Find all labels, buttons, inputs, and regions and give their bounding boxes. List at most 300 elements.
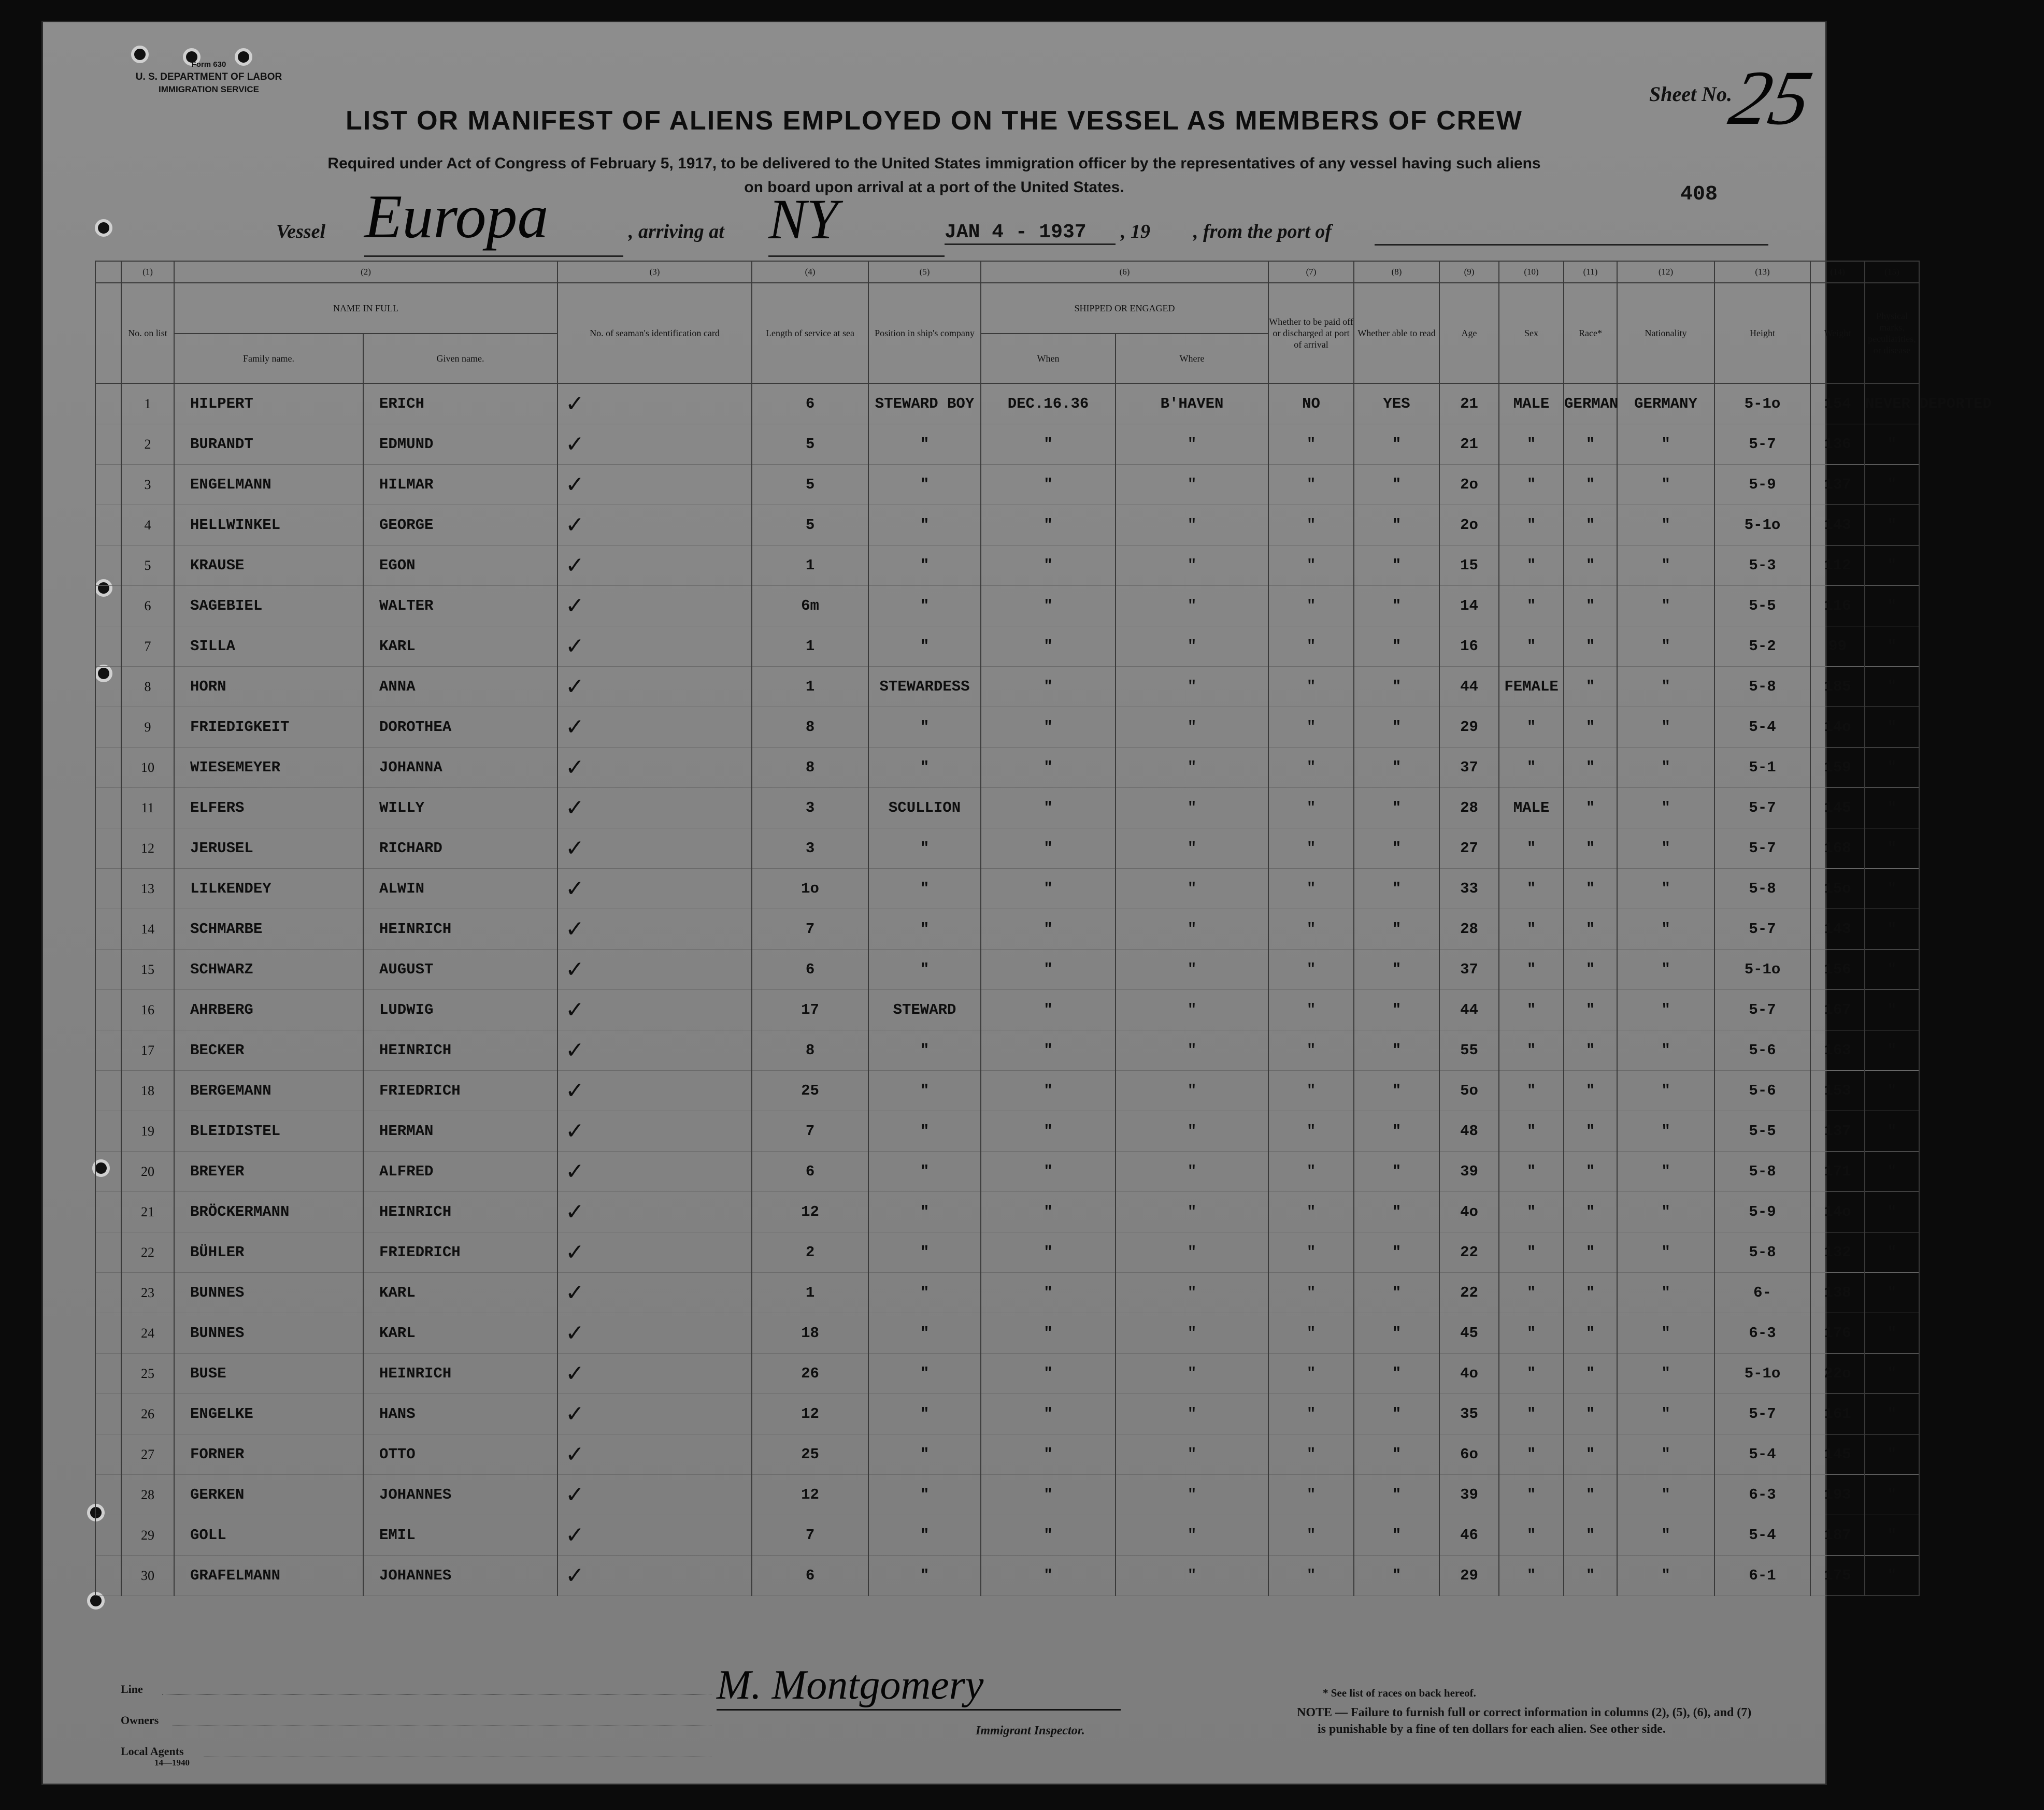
subtitle-line-1: Required under Act of Congress of February 5, 1917, to be delivered to the United States immigration officer by the representatives of any vessel having such aliens — [327, 155, 1541, 172]
physical-marks-cell: " — [1865, 788, 1919, 828]
race-cell: " — [1564, 748, 1617, 788]
table-row — [95, 1475, 2043, 1515]
weight-cell: 168 — [1810, 828, 1865, 869]
col-num-12: (12) — [1617, 261, 1714, 283]
age-cell: 37 — [1439, 748, 1499, 788]
able-to-read-cell: " — [1354, 1556, 1439, 1596]
race-cell: " — [1564, 950, 1617, 990]
family-name-cell: LILKENDEY — [174, 869, 363, 909]
length-of-service-cell: 6 — [752, 1556, 868, 1596]
id-card-check-cell: ✓ — [558, 1192, 752, 1232]
margin-cell — [95, 1273, 121, 1313]
shipped-where-cell: " — [1116, 788, 1268, 828]
able-to-read-cell: " — [1354, 869, 1439, 909]
from-port-label: , from the port of — [1193, 221, 1332, 242]
shipped-when-cell: " — [981, 1030, 1116, 1071]
document-title: LIST OR MANIFEST OF ALIENS EMPLOYED ON THE VESSEL AS MEMBERS OF CREW — [346, 106, 1523, 136]
position-cell: " — [868, 626, 981, 667]
nationality-cell: " — [1617, 788, 1714, 828]
able-to-read-cell: " — [1354, 545, 1439, 586]
race-cell: " — [1564, 1232, 1617, 1273]
race-cell: " — [1564, 505, 1617, 545]
table-row — [95, 1232, 2043, 1273]
nationality-cell: " — [1617, 667, 1714, 707]
height-cell: 5-7 — [1714, 909, 1810, 950]
given-name-cell: FRIEDRICH — [363, 1071, 558, 1111]
length-of-service-cell: 6 — [752, 383, 868, 424]
shipped-where-cell: " — [1116, 465, 1268, 505]
row-number-cell: 21 — [121, 1192, 174, 1232]
height-cell: 5-6 — [1714, 1030, 1810, 1071]
sex-cell: " — [1499, 748, 1564, 788]
height-cell: 6- — [1714, 1273, 1810, 1313]
age-cell: 4o — [1439, 1354, 1499, 1394]
shipped-when-cell: DEC.16.36 — [981, 383, 1116, 424]
paid-off-cell: " — [1268, 667, 1354, 707]
position-cell: " — [868, 828, 981, 869]
id-card-check-cell: ✓ — [558, 950, 752, 990]
nationality-cell: " — [1617, 950, 1714, 990]
col-num-8: (8) — [1354, 261, 1439, 283]
physical-marks-cell: " — [1865, 1232, 1919, 1273]
table-row — [95, 869, 2043, 909]
height-cell: 5-4 — [1714, 1515, 1810, 1556]
shipped-when-cell: " — [981, 1394, 1116, 1434]
nationality-cell: " — [1617, 1071, 1714, 1111]
shipped-when-cell: " — [981, 424, 1116, 465]
given-name-cell: HEINRICH — [363, 1192, 558, 1232]
margin-cell — [95, 1232, 121, 1273]
table-row — [95, 748, 2043, 788]
race-cell: " — [1564, 1071, 1617, 1111]
race-cell: " — [1564, 1030, 1617, 1071]
age-cell: 48 — [1439, 1111, 1499, 1152]
table-row — [95, 505, 2043, 545]
paid-off-cell: " — [1268, 990, 1354, 1030]
nationality-cell: GERMANY — [1617, 383, 1714, 424]
header-length-of-service: Length of service at sea — [752, 283, 868, 383]
height-cell: 5-1o — [1714, 383, 1810, 424]
physical-marks-cell: " — [1865, 545, 1919, 586]
table-row — [95, 1111, 2043, 1152]
table-row — [95, 1394, 2043, 1434]
family-name-cell: BLEIDISTEL — [174, 1111, 363, 1152]
physical-marks-cell: " — [1865, 828, 1919, 869]
race-cell: " — [1564, 1313, 1617, 1354]
position-cell: STEWARD — [868, 990, 981, 1030]
table-row — [95, 667, 2043, 707]
given-name-cell: EGON — [363, 545, 558, 586]
row-number-cell: 9 — [121, 707, 174, 748]
able-to-read-cell: " — [1354, 788, 1439, 828]
family-name-cell: SCHWARZ — [174, 950, 363, 990]
age-cell: 44 — [1439, 990, 1499, 1030]
nationality-cell: " — [1617, 990, 1714, 1030]
sex-cell: " — [1499, 586, 1564, 626]
shipped-where-cell: " — [1116, 1515, 1268, 1556]
paid-off-cell: " — [1268, 1273, 1354, 1313]
family-name-cell: HILPERT — [174, 383, 363, 424]
col-num-2: (2) — [174, 261, 558, 283]
shipped-when-cell: " — [981, 788, 1116, 828]
given-name-cell: JOHANNES — [363, 1556, 558, 1596]
id-card-check-cell: ✓ — [558, 748, 752, 788]
age-cell: 39 — [1439, 1475, 1499, 1515]
margin-cell — [95, 748, 121, 788]
physical-marks-cell: " — [1865, 1152, 1919, 1192]
shipped-when-cell: " — [981, 545, 1116, 586]
race-cell: " — [1564, 586, 1617, 626]
sex-cell: " — [1499, 1556, 1564, 1596]
race-cell: " — [1564, 545, 1617, 586]
length-of-service-cell: 6 — [752, 1152, 868, 1192]
header-able-to-read: Whether able to read — [1354, 283, 1439, 383]
age-cell: 21 — [1439, 424, 1499, 465]
given-name-cell: RICHARD — [363, 828, 558, 869]
family-name-cell: BECKER — [174, 1030, 363, 1071]
paid-off-cell: " — [1268, 1071, 1354, 1111]
height-cell: 5-5 — [1714, 1111, 1810, 1152]
sex-cell: " — [1499, 626, 1564, 667]
weight-cell: 176 — [1810, 1313, 1865, 1354]
header-given-name: Given name. — [363, 334, 558, 383]
shipped-when-cell: " — [981, 1071, 1116, 1111]
weight-cell: 171 — [1810, 1152, 1865, 1192]
length-of-service-cell: 8 — [752, 748, 868, 788]
nationality-cell: " — [1617, 1152, 1714, 1192]
given-name-cell: HANS — [363, 1394, 558, 1434]
header-weight: Weight — [1810, 283, 1865, 383]
able-to-read-cell: " — [1354, 1394, 1439, 1434]
able-to-read-cell: " — [1354, 1030, 1439, 1071]
table-row — [95, 950, 2043, 990]
shipped-where-cell: " — [1116, 424, 1268, 465]
physical-marks-cell: " — [1865, 1434, 1919, 1475]
table-row — [95, 1556, 2043, 1596]
paid-off-cell: " — [1268, 1192, 1354, 1232]
id-card-check-cell: ✓ — [558, 1434, 752, 1475]
margin-cell — [95, 788, 121, 828]
department-name: U. S. DEPARTMENT OF LABOR — [135, 71, 282, 82]
position-cell: " — [868, 1030, 981, 1071]
given-name-cell: WALTER — [363, 586, 558, 626]
nationality-cell: " — [1617, 1475, 1714, 1515]
physical-marks-cell: " — [1865, 505, 1919, 545]
id-card-check-cell: ✓ — [558, 1475, 752, 1515]
race-cell: " — [1564, 1273, 1617, 1313]
col-num-11: (11) — [1564, 261, 1617, 283]
id-card-check-cell: ✓ — [558, 465, 752, 505]
table-row — [95, 1192, 2043, 1232]
shipped-when-cell: " — [981, 990, 1116, 1030]
given-name-cell: ALFRED — [363, 1152, 558, 1192]
position-cell: " — [868, 1434, 981, 1475]
age-cell: 21 — [1439, 383, 1499, 424]
margin-cell — [95, 828, 121, 869]
paid-off-cell: " — [1268, 707, 1354, 748]
physical-marks-cell: " — [1865, 667, 1919, 707]
row-number-cell: 3 — [121, 465, 174, 505]
shipped-when-cell: " — [981, 1475, 1116, 1515]
paid-off-cell: " — [1268, 1394, 1354, 1434]
family-name-cell: JERUSEL — [174, 828, 363, 869]
weight-cell: 137 — [1810, 465, 1865, 505]
family-name-cell: BÜHLER — [174, 1232, 363, 1273]
race-cell: " — [1564, 990, 1617, 1030]
shipped-where-cell: " — [1116, 1556, 1268, 1596]
physical-marks-cell: " — [1865, 626, 1919, 667]
sex-cell: " — [1499, 869, 1564, 909]
shipped-where-cell: " — [1116, 950, 1268, 990]
height-cell: 5-7 — [1714, 788, 1810, 828]
given-name-cell: GEORGE — [363, 505, 558, 545]
position-cell: " — [868, 586, 981, 626]
shipped-when-cell: " — [981, 909, 1116, 950]
paid-off-cell: " — [1268, 1313, 1354, 1354]
row-number-cell: 12 — [121, 828, 174, 869]
able-to-read-cell: " — [1354, 1434, 1439, 1475]
row-number-cell: 29 — [121, 1515, 174, 1556]
family-name-cell: BUSE — [174, 1354, 363, 1394]
nationality-cell: " — [1617, 828, 1714, 869]
sex-cell: FEMALE — [1499, 667, 1564, 707]
table-row — [95, 424, 2043, 465]
family-name-cell: ENGELKE — [174, 1394, 363, 1434]
race-cell: " — [1564, 626, 1617, 667]
sex-cell: " — [1499, 1313, 1564, 1354]
service-name: IMMIGRATION SERVICE — [159, 84, 259, 94]
able-to-read-cell: " — [1354, 465, 1439, 505]
weight-cell: 167 — [1810, 990, 1865, 1030]
family-name-cell: GERKEN — [174, 1475, 363, 1515]
given-name-cell: DOROTHEA — [363, 707, 558, 748]
given-name-cell: WILLY — [363, 788, 558, 828]
able-to-read-cell: " — [1354, 1111, 1439, 1152]
margin-cell — [95, 1556, 121, 1596]
family-name-cell: GOLL — [174, 1515, 363, 1556]
table-row — [95, 707, 2043, 748]
position-cell: " — [868, 909, 981, 950]
id-card-check-cell: ✓ — [558, 505, 752, 545]
shipped-where-cell: " — [1116, 1030, 1268, 1071]
length-of-service-cell: 3 — [752, 788, 868, 828]
id-card-check-cell: ✓ — [558, 1354, 752, 1394]
nationality-cell: " — [1617, 869, 1714, 909]
family-name-cell: BUNNES — [174, 1313, 363, 1354]
height-cell: 5-1 — [1714, 748, 1810, 788]
weight-cell: 145 — [1810, 1434, 1865, 1475]
able-to-read-cell: " — [1354, 950, 1439, 990]
able-to-read-cell: " — [1354, 1354, 1439, 1394]
form-identification — [126, 59, 292, 96]
position-cell: " — [868, 1232, 981, 1273]
physical-marks-cell: " — [1865, 707, 1919, 748]
able-to-read-cell: " — [1354, 667, 1439, 707]
weight-cell: 156 — [1810, 950, 1865, 990]
given-name-cell: ALWIN — [363, 869, 558, 909]
row-number-cell: 20 — [121, 1152, 174, 1192]
header-id-card: No. of seaman's identification card — [558, 283, 752, 383]
table-row — [95, 465, 2043, 505]
margin-cell — [95, 1071, 121, 1111]
weight-cell: 159 — [1810, 748, 1865, 788]
nationality-cell: " — [1617, 505, 1714, 545]
margin-cell — [95, 990, 121, 1030]
sex-cell: " — [1499, 950, 1564, 990]
length-of-service-cell: 12 — [752, 1475, 868, 1515]
physical-marks-cell: " — [1865, 990, 1919, 1030]
id-card-check-cell: ✓ — [558, 1313, 752, 1354]
page-stamp: 408 — [1680, 183, 1718, 206]
family-name-cell: BERGEMANN — [174, 1071, 363, 1111]
col-num-9: (9) — [1439, 261, 1499, 283]
given-name-cell: HEINRICH — [363, 1030, 558, 1071]
family-name-cell: BREYER — [174, 1152, 363, 1192]
margin-cell — [95, 1313, 121, 1354]
race-cell: GERMAN — [1564, 383, 1617, 424]
id-card-check-cell: ✓ — [558, 667, 752, 707]
age-cell: 55 — [1439, 1030, 1499, 1071]
given-name-cell: HEINRICH — [363, 1354, 558, 1394]
paid-off-cell: " — [1268, 869, 1354, 909]
arrival-date-stamp: JAN 4 - 1937 — [945, 221, 1116, 245]
weight-cell: 137 — [1810, 1111, 1865, 1152]
row-number-cell: 24 — [121, 1313, 174, 1354]
height-cell: 5-1o — [1714, 1354, 1810, 1394]
physical-marks-cell: " — [1865, 869, 1919, 909]
length-of-service-cell: 26 — [752, 1354, 868, 1394]
row-number-cell: 22 — [121, 1232, 174, 1273]
age-cell: 16 — [1439, 626, 1499, 667]
col-num-6: (6) — [981, 261, 1268, 283]
paid-off-cell: " — [1268, 1030, 1354, 1071]
shipped-where-cell: " — [1116, 1313, 1268, 1354]
shipped-when-cell: " — [981, 465, 1116, 505]
row-number-cell: 2 — [121, 424, 174, 465]
id-card-check-cell: ✓ — [558, 1556, 752, 1596]
length-of-service-cell: 7 — [752, 1515, 868, 1556]
margin-cell — [95, 667, 121, 707]
sex-cell: " — [1499, 1394, 1564, 1434]
given-name-cell: HERMAN — [363, 1111, 558, 1152]
nationality-cell: " — [1617, 909, 1714, 950]
margin-cell — [95, 1192, 121, 1232]
shipped-where-cell: " — [1116, 909, 1268, 950]
paid-off-cell: " — [1268, 1111, 1354, 1152]
age-cell: 15 — [1439, 545, 1499, 586]
col-num-3: (3) — [558, 261, 752, 283]
weight-cell: 14o — [1810, 1192, 1865, 1232]
position-cell: " — [868, 707, 981, 748]
race-cell: " — [1564, 1192, 1617, 1232]
able-to-read-cell: " — [1354, 505, 1439, 545]
age-cell: 22 — [1439, 1273, 1499, 1313]
id-card-check-cell: ✓ — [558, 1232, 752, 1273]
header-shipped-engaged: SHIPPED OR ENGAGED — [981, 283, 1268, 334]
row-number-cell: 17 — [121, 1030, 174, 1071]
weight-cell: 185 — [1810, 667, 1865, 707]
shipped-where-cell: " — [1116, 545, 1268, 586]
sex-cell: " — [1499, 828, 1564, 869]
length-of-service-cell: 1o — [752, 869, 868, 909]
given-name-cell: JOHANNES — [363, 1475, 558, 1515]
given-name-cell: KARL — [363, 626, 558, 667]
height-cell: 5-9 — [1714, 465, 1810, 505]
row-number-cell: 8 — [121, 667, 174, 707]
height-cell: 5-7 — [1714, 828, 1810, 869]
table-row — [95, 909, 2043, 950]
weight-cell: 143 — [1810, 909, 1865, 950]
col-num-13: (13) — [1714, 261, 1810, 283]
height-cell: 5-8 — [1714, 1232, 1810, 1273]
line-label: Line — [121, 1683, 143, 1696]
id-card-check-cell: ✓ — [558, 909, 752, 950]
shipped-when-cell: " — [981, 667, 1116, 707]
physical-marks-cell: " — [1865, 1030, 1919, 1071]
sex-cell: " — [1499, 1515, 1564, 1556]
position-cell: STEWARDESS — [868, 667, 981, 707]
margin-cell — [95, 586, 121, 626]
sex-cell: " — [1499, 1354, 1564, 1394]
weight-cell: 145 — [1810, 788, 1865, 828]
shipped-where-cell: " — [1116, 1434, 1268, 1475]
table-row — [95, 545, 2043, 586]
table-row — [95, 788, 2043, 828]
age-cell: 2o — [1439, 465, 1499, 505]
height-cell: 6-1 — [1714, 1556, 1810, 1596]
sex-cell: " — [1499, 1232, 1564, 1273]
family-name-cell: SAGEBIEL — [174, 586, 363, 626]
length-of-service-cell: 25 — [752, 1071, 868, 1111]
paid-off-cell: " — [1268, 909, 1354, 950]
col-num-7: (7) — [1268, 261, 1354, 283]
nationality-cell: " — [1617, 1556, 1714, 1596]
physical-marks-cell: " — [1865, 465, 1919, 505]
paid-off-cell: " — [1268, 505, 1354, 545]
able-to-read-cell: " — [1354, 626, 1439, 667]
row-number-cell: 4 — [121, 505, 174, 545]
family-name-cell: KRAUSE — [174, 545, 363, 586]
id-card-check-cell: ✓ — [558, 1394, 752, 1434]
race-cell: " — [1564, 1152, 1617, 1192]
nationality-cell: " — [1617, 1354, 1714, 1394]
margin-cell — [95, 1434, 121, 1475]
margin-cell — [95, 950, 121, 990]
header-no-on-list: No. on list — [121, 283, 174, 383]
shipped-where-cell: " — [1116, 1475, 1268, 1515]
length-of-service-cell: 25 — [752, 1434, 868, 1475]
form-code: 14—1940 — [154, 1758, 190, 1768]
sex-cell: " — [1499, 1273, 1564, 1313]
margin-cell — [95, 1030, 121, 1071]
col-num-5: (5) — [868, 261, 981, 283]
weight-cell: 14o — [1810, 707, 1865, 748]
length-of-service-cell: 8 — [752, 707, 868, 748]
nationality-cell: " — [1617, 1111, 1714, 1152]
position-cell: " — [868, 1152, 981, 1192]
position-cell: " — [868, 950, 981, 990]
sex-cell: " — [1499, 424, 1564, 465]
shipped-when-cell: " — [981, 505, 1116, 545]
race-cell: " — [1564, 1475, 1617, 1515]
able-to-read-cell: " — [1354, 990, 1439, 1030]
weight-cell: 15o — [1810, 869, 1865, 909]
age-cell: 37 — [1439, 950, 1499, 990]
table-row — [95, 383, 2043, 424]
row-number-cell: 23 — [121, 1273, 174, 1313]
able-to-read-cell: " — [1354, 1515, 1439, 1556]
height-cell: 5-7 — [1714, 990, 1810, 1030]
